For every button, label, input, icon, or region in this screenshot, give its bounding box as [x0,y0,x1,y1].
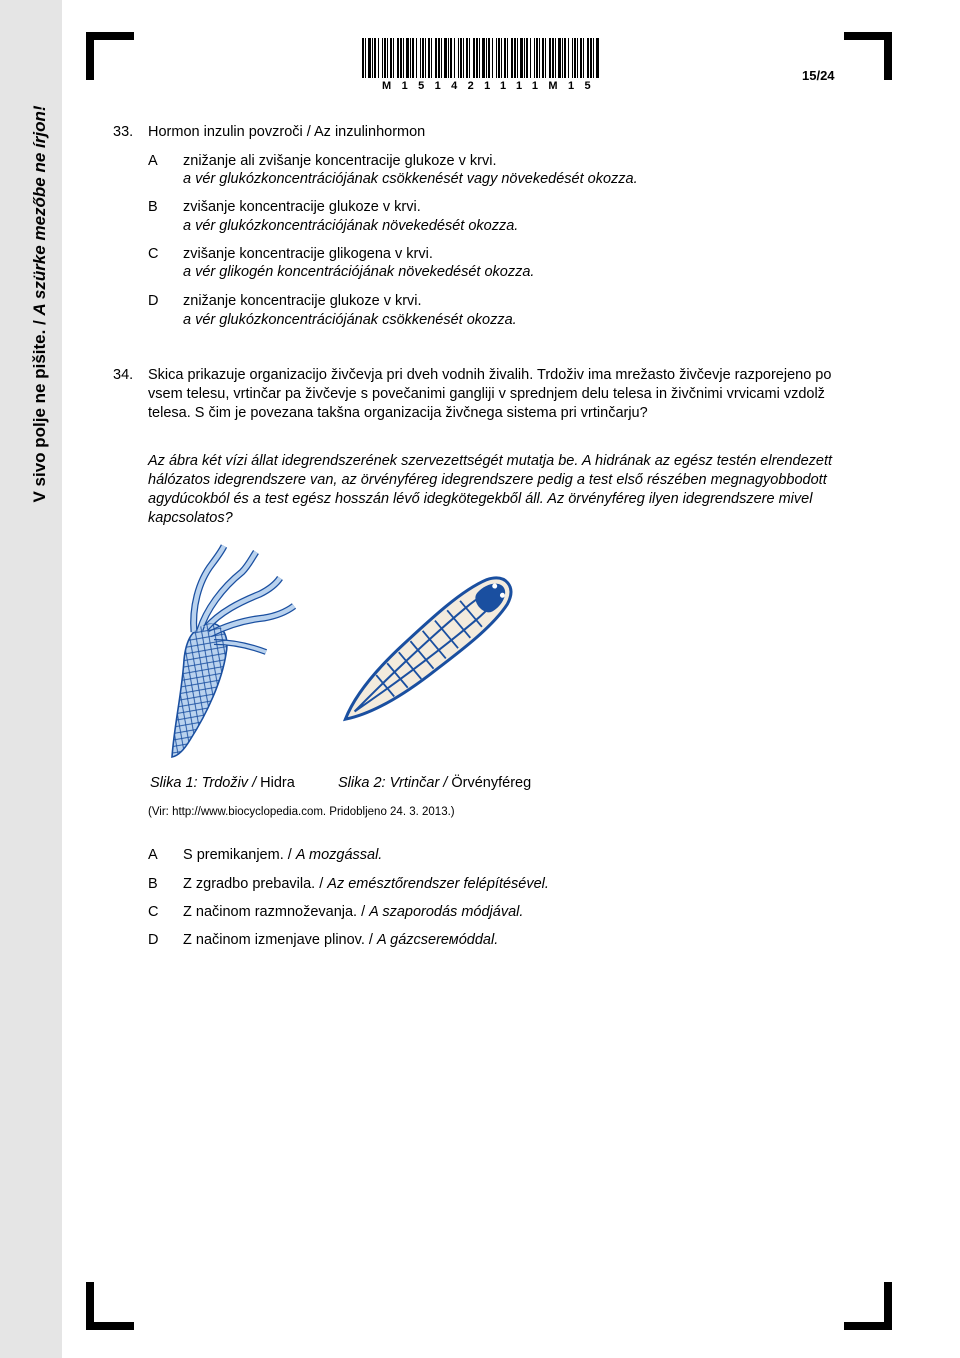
figure-source: (Vir: http://www.biocyclopedia.com. Pridobljeno 24. 3. 2013.) [148,806,455,818]
q34-option-b-letter: B [148,876,158,892]
figure1-caption-si: Slika 1: Trdoživ [150,775,249,791]
q34-option-c-letter: C [148,904,159,920]
q33-option-a-letter: A [148,153,158,169]
figure1-caption-hu: Hidra [260,775,295,791]
q33-number: 33. [113,124,134,140]
q34-option-d-hu: A gázcserемóddal. [376,932,499,948]
q34-stem-hu: Az ábra két vízi állat idegrendszerének szervezettségét mutatja be. A hidrának az egész testén elrendezett hálózatos idegrendszere van, az örvényféreg idegrendszere pedig a test első részében megnagyobbodott agydúcokból és a test egész hosszán lévő idegkötegekből áll. Az örvényféreg ilyen idegrendszere mivel kapcsolatos? [148,453,833,526]
sidebar-note-hu: A szürke mezőbe ne írjon! [30,105,49,316]
q34-option-a-hu: A mozgással. [295,847,383,863]
q33-option-a-hu: a vér glukózkoncentrációjának csökkenését vagy növekedését okozza. [183,171,638,187]
q33-option-b-si: zvišanje koncentracije glukoze v krvi. [183,199,421,215]
figure1-caption [150,775,295,791]
q33-option-c-letter: C [148,246,159,262]
q34-option-b [183,876,549,893]
q34-number: 34. [113,367,134,383]
q34-option-c-sep: / [357,904,370,920]
q34-option-d [183,932,498,949]
q34-stem-si: Skica prikazuje organizacijo živčevja pri dveh vodnih živalih. Trdoživ ima mrežasto živčevje razporejeno po vsem telesu, vrtinčar pa živčevje s povečanimi gangliji v sprednjem delu telesa in živčnimi vrvicami vzdolž telesa. S čim je povezana takšna organizacija živčnega sistema pri vrtinčarju? [148,367,832,421]
q34-option-b-sep: / [315,876,328,892]
figure2-caption-si: Slika 2: Vrtinčar [338,775,440,791]
page-number: 15/24 [802,68,835,83]
q33-stem: Hormon inzulin povzroči / Az inzulinhormon [148,124,426,140]
q34-option-d-si: Z načinom izmenjave plinov. [183,932,365,948]
figure2-caption [338,775,531,791]
barcode [362,38,600,78]
q34-option-a-letter: A [148,847,158,863]
q33-option-b-letter: B [148,199,158,215]
q33-option-d-si: znižanje koncentracije glukoze v krvi. [183,293,422,309]
q33-option-c-si: zvišanje koncentracije glikogena v krvi. [183,246,433,262]
figure2-caption-sep: / [439,775,452,791]
sidebar-note-si: V sivo polje ne pišite. [30,329,49,503]
barcode-number: M151421111M15 [382,80,601,92]
sidebar-note-sep: / [30,315,49,330]
q33-option-c-hu: a vér glikogén koncentrációjának növekedését okozza. [183,264,535,280]
grey-sidebar [0,0,62,1358]
figure-planarian [330,562,540,726]
q33-option-d-letter: D [148,293,159,309]
q34-option-b-hu: Az emésztőrendszer felépítésével. [327,876,549,892]
q33-option-d-hu: a vér glukózkoncentrációjának csökkenését okozza. [183,312,517,328]
q34-option-a [183,847,382,864]
q34-option-d-sep: / [364,932,377,948]
q34-option-c-hu: A szaporodás módjával. [369,904,524,920]
figure-hydra [160,542,300,760]
q34-option-a-si: S premikanjem. [183,847,284,863]
q34-option-c-si: Z načinom razmnoževanja. [183,904,358,920]
q34-option-b-si: Z zgradbo prebavila. [183,876,316,892]
q34-option-c [183,904,523,921]
q34-option-d-letter: D [148,932,159,948]
figure1-caption-sep: / [248,775,261,791]
q33-option-b-hu: a vér glukózkoncentrációjának növekedését okozza. [183,218,519,234]
figure2-caption-hu: Örvényféreg [451,775,532,791]
sidebar-note [30,105,50,502]
q34-option-a-sep: / [283,847,296,863]
q33-option-a-si: znižanje ali zvišanje koncentracije glukoze v krvi. [183,153,497,169]
